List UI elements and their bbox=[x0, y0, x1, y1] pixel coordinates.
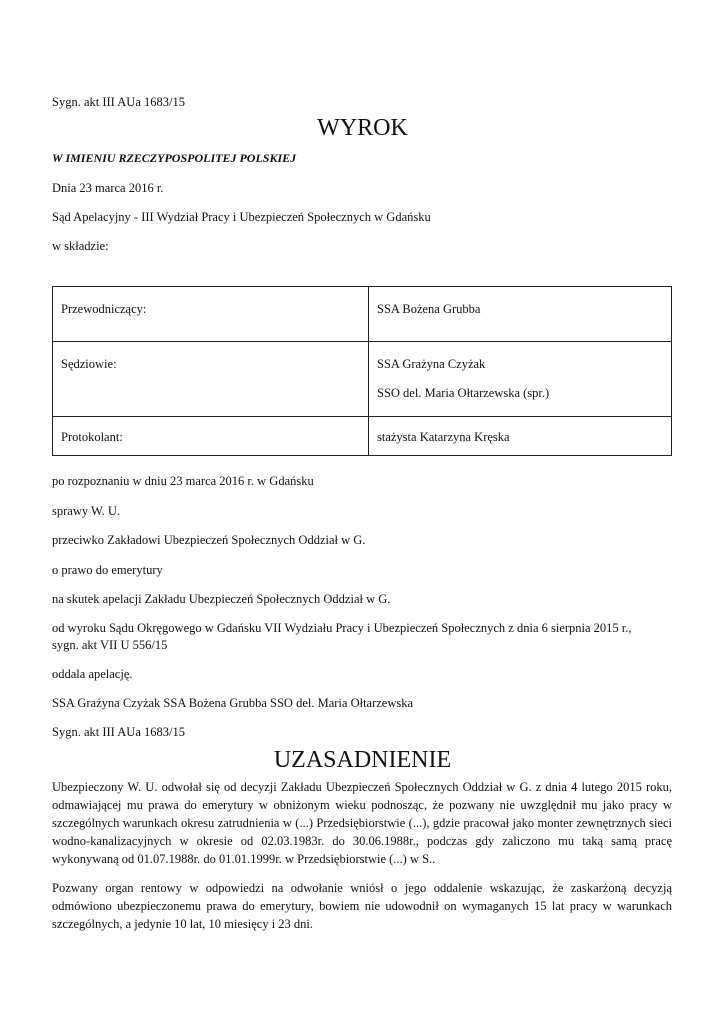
panel-role bbox=[53, 417, 369, 456]
paragraph-text: Ubezpieczony W. U. odwołał się od decyzji Zakładu Ubezpieczeń Społecznych Oddział w G. z dnia 4 lutego 2015 roku, odmawiającej mu prawa do emerytury w obniżonym wieku podnosząc, że pozwany nie uwzględnił mu jako pracy w szczególnych warunkach okresu zatrudnienia w (...) Przedsiębiorstwie (...), gdzie pracował jako monter zewnętrznych sieci wodno-kanalizacyjnych w okresie od 02.03.1983r. do 30.06.1988r., podczas gdy zaliczono mu taką samą pracę wykonywaną od 01.07.1988r. do 01.01.1999r. w Przedsiębiorstwie (...) w S.. bbox=[52, 780, 672, 866]
justification-paragraph bbox=[52, 778, 672, 868]
panel-row-chair bbox=[53, 287, 672, 342]
judgment-subtitle: W IMIENIU RZECZYPOSPOLITEJ POLSKIEJ bbox=[52, 151, 297, 165]
panel-row-clerk bbox=[53, 417, 672, 456]
panel-row-judges bbox=[53, 342, 672, 417]
ruling-line: o prawo do emerytury bbox=[52, 563, 163, 577]
ruling-signatures: SSA Grażyna Czyżak SSA Bożena Grubba SSO del. Maria Ołtarzewska bbox=[52, 696, 414, 710]
ruling-line: po rozpoznaniu w dniu 23 marca 2016 r. w Gdańsku bbox=[52, 474, 314, 488]
clerk-name: stażysta Katarzyna Kręska bbox=[377, 430, 510, 444]
judge-name: SSA Bożena Grubba bbox=[377, 302, 481, 316]
panel-table bbox=[52, 286, 672, 456]
role-label: Protokolant: bbox=[61, 430, 123, 444]
case-signature-top: Sygn. akt III AUa 1683/15 bbox=[52, 95, 185, 109]
ruling-decision: oddala apelację. bbox=[52, 667, 133, 681]
court-name: Sąd Apelacyjny - III Wydział Pracy i Ubezpieczeń Społecznych w Gdańsku bbox=[52, 210, 431, 224]
panel-names bbox=[369, 342, 672, 417]
role-label: Sędziowie: bbox=[61, 357, 117, 371]
panel-names bbox=[369, 287, 672, 342]
ruling-line: przeciwko Zakładowi Ubezpieczeń Społecznych Oddział w G. bbox=[52, 533, 366, 547]
ruling-line: sygn. akt VII U 556/15 bbox=[52, 638, 168, 652]
judge-name: SSO del. Maria Ołtarzewska (spr.) bbox=[377, 386, 550, 400]
ruling-line: od wyroku Sądu Okręgowego w Gdańsku VII Wydziału Pracy i Ubezpieczeń Społecznych z dnia 6 sierpnia 2015 r., bbox=[52, 621, 632, 635]
panel-names bbox=[369, 417, 672, 456]
paragraph-text: Pozwany organ rentowy w odpowiedzi na odwołanie wniósł o jego oddalenie wskazując, że zaskarżoną decyzją odmówiono ubezpieczonemu prawa do emerytury, bowiem nie udowodnił on wymaganych 15 lat pracy w warunkach szczególnych, a jedynie 10 lat, 10 miesięcy i 23 dni. bbox=[52, 881, 672, 931]
ruling-line: na skutek apelacji Zakładu Ubezpieczeń Społecznych Oddział w G. bbox=[52, 592, 391, 606]
panel-role bbox=[53, 342, 369, 417]
judge-name: SSA Grażyna Czyżak bbox=[377, 357, 486, 371]
composition-label: w składzie: bbox=[52, 239, 109, 253]
justification-title: UZASADNIENIE bbox=[273, 747, 452, 773]
judgment-title: WYROK bbox=[317, 115, 408, 141]
case-signature-bottom: Sygn. akt III AUa 1683/15 bbox=[52, 725, 185, 739]
ruling-line: sprawy W. U. bbox=[52, 504, 121, 518]
justification-paragraph bbox=[52, 879, 672, 933]
judgment-date: Dnia 23 marca 2016 r. bbox=[52, 181, 164, 195]
panel-role bbox=[53, 287, 369, 342]
role-label: Przewodniczący: bbox=[61, 302, 147, 316]
